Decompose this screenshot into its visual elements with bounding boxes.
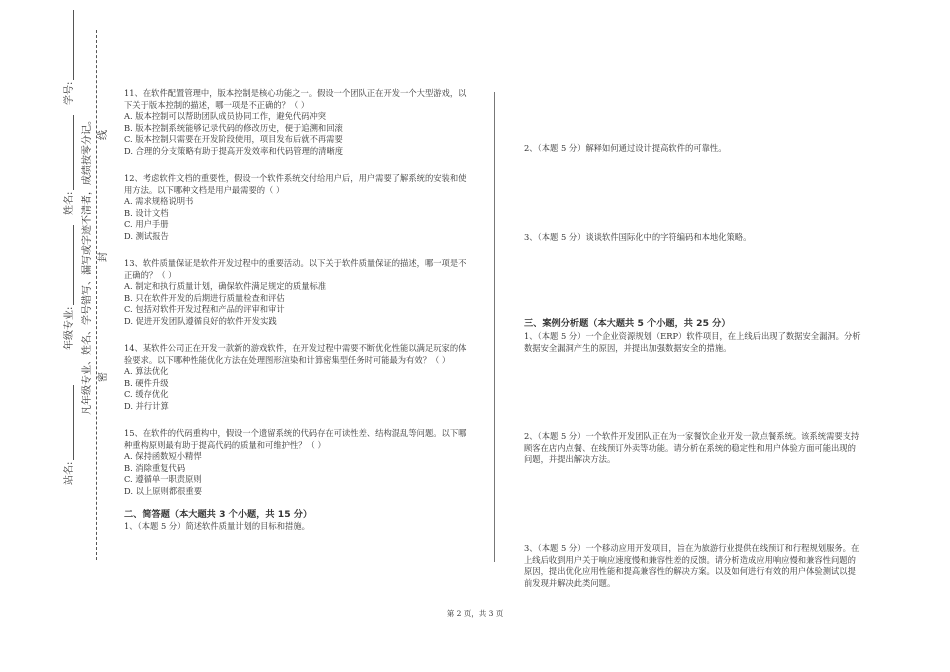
binding-mi-mark: 密 bbox=[98, 372, 109, 382]
question-12-option-b: B. 设计文档 bbox=[124, 207, 169, 218]
question-13-stem: 13、软件质量保证是软件开发过程中的重要活动。以下关于软件质量保证的描述，哪一项是不正确的？（ ） bbox=[124, 258, 467, 280]
question-12-option-a: A. 需求规格说明书 bbox=[124, 196, 194, 206]
name-field[interactable] bbox=[73, 115, 74, 190]
station-name-label: 站名: bbox=[64, 461, 75, 485]
question-12-stem: 12、考虑软件文档的重要性，假设一个软件系统交付给用户后，用户需要了解系统的安装和使用方法。以下哪种文档是用户最需要的（ ） bbox=[124, 173, 467, 195]
binding-dashed-line bbox=[96, 30, 97, 560]
grade-major-label: 年级专业: bbox=[64, 306, 75, 350]
question-11-stem: 11、在软件配置管理中，版本控制是核心功能之一。假设一个团队正在开发一个大型游戏，以下关于版本控制的描述，哪一项是不正确的？（ ） bbox=[124, 88, 467, 110]
question-14-option-c: C. 缓存优化 bbox=[124, 389, 169, 399]
page-footer: 第 2 页，共 3 页 bbox=[446, 609, 504, 618]
binding-margin bbox=[0, 0, 110, 672]
question-11-option-b: B. 版本控制系统能够记录代码的修改历史，便于追溯和回滚 bbox=[124, 122, 343, 133]
section-2-question-3: 3、（本题 5 分）谈谈软件国际化中的字符编码和本地化策略。 bbox=[524, 232, 752, 242]
section-3-question-1: 1、（本题 5 分）一个企业资源规划（ERP）软件项目，在上线后出现了数据安全漏洞。分析数据安全漏洞产生的原因，并提出加强数据安全的措施。 bbox=[524, 331, 861, 353]
section-2-question-1: 1、（本题 5 分）简述软件质量计划的目标和措施。 bbox=[124, 520, 310, 531]
binding-xian-mark: 线 bbox=[98, 130, 109, 140]
question-12-option-d: D. 测试报告 bbox=[124, 230, 169, 241]
question-15-option-b: B. 消除重复代码 bbox=[124, 462, 186, 473]
section-3-question-3: 3、（本题 5 分）一个移动应用开发项目，旨在为旅游行业提供在线预订和行程规划服务。在上线后收到用户关于响应速度慢和兼容性差的反馈。请分析造成应用响应慢和兼容性问题的原因，提出优化应用性能和提高兼容性的解决方案。以及如何进行有效的用户体验测试以提前发现并解决此类问题。 bbox=[524, 543, 860, 588]
question-12-option-c: C. 用户手册 bbox=[124, 219, 169, 229]
question-11-option-d: D. 合理的分支策略有助于提高开发效率和代码管理的清晰度 bbox=[124, 145, 344, 156]
question-13-option-a: A. 制定和执行质量计划，确保软件满足规定的质量标准 bbox=[124, 281, 327, 291]
student-id-label: 学号: bbox=[64, 81, 75, 105]
grade-major-field[interactable] bbox=[73, 225, 74, 305]
student-id-field[interactable] bbox=[73, 10, 74, 80]
question-13-option-c: C. 包括对软件开发过程和产品的评审和审计 bbox=[124, 304, 285, 314]
question-13-option-b: B. 只在软件开发的后期进行质量检查和评估 bbox=[124, 292, 285, 303]
question-11-option-c: C. 版本控制只需要在开发阶段使用，项目发布后就不再需要 bbox=[124, 134, 343, 144]
question-15-option-c: C. 遵循单一职责原则 bbox=[124, 474, 202, 484]
question-15-option-d: D. 以上原则都很重要 bbox=[124, 485, 203, 496]
binding-notice: 凡年级专业、姓名、学号错写、漏写或字迹不清者，成绩按零分记。 bbox=[82, 115, 93, 415]
section-3-title: 三、案例分析题（本大题共 5 个小题，共 25 分） bbox=[524, 318, 731, 329]
question-15-option-a: A. 保持函数短小精悍 bbox=[124, 451, 202, 461]
question-14-option-a: A. 算法优化 bbox=[124, 366, 169, 376]
name-label: 姓名: bbox=[64, 191, 75, 215]
binding-feng-mark: 封 bbox=[98, 252, 109, 262]
question-14-option-b: B. 硬件升级 bbox=[124, 377, 169, 388]
station-name-field[interactable] bbox=[73, 385, 74, 460]
question-13-option-d: D. 促进开发团队遵循良好的软件开发实践 bbox=[124, 315, 277, 326]
section-3-question-2: 2、（本题 5 分）一个软件开发团队正在为一家餐饮企业开发一款点餐系统。该系统需要支持顾客在店内点餐、在线预订外卖等功能。请分析在系统的稳定性和用户体验方面可能出现的问题，并提出解决方法。 bbox=[524, 431, 860, 464]
left-column bbox=[124, 88, 469, 532]
column-divider bbox=[494, 92, 495, 562]
question-14-stem: 14、某软件公司正在开发一款新的游戏软件，在开发过程中需要不断优化性能以满足玩家的体验要求。以下哪种性能优化方法在处理图形渲染和计算密集型任务时可能最为有效？（ ） bbox=[124, 343, 467, 365]
question-14-option-d: D. 并行计算 bbox=[124, 400, 169, 411]
section-2-title: 二、简答题（本大题共 3 个小题，共 15 分） bbox=[124, 509, 313, 520]
question-11-option-a: A. 版本控制可以帮助团队成员协同工作，避免代码冲突 bbox=[124, 111, 327, 121]
section-2-question-2: 2、（本题 5 分）解释如何通过设计提高软件的可靠性。 bbox=[524, 143, 727, 153]
question-15-stem: 15、在软件的代码重构中，假设一个遗留系统的代码存在可读性差、结构混乱等问题。以下哪种重构原则最有助于提高代码的质量和可维护性？（ ） bbox=[124, 428, 467, 450]
